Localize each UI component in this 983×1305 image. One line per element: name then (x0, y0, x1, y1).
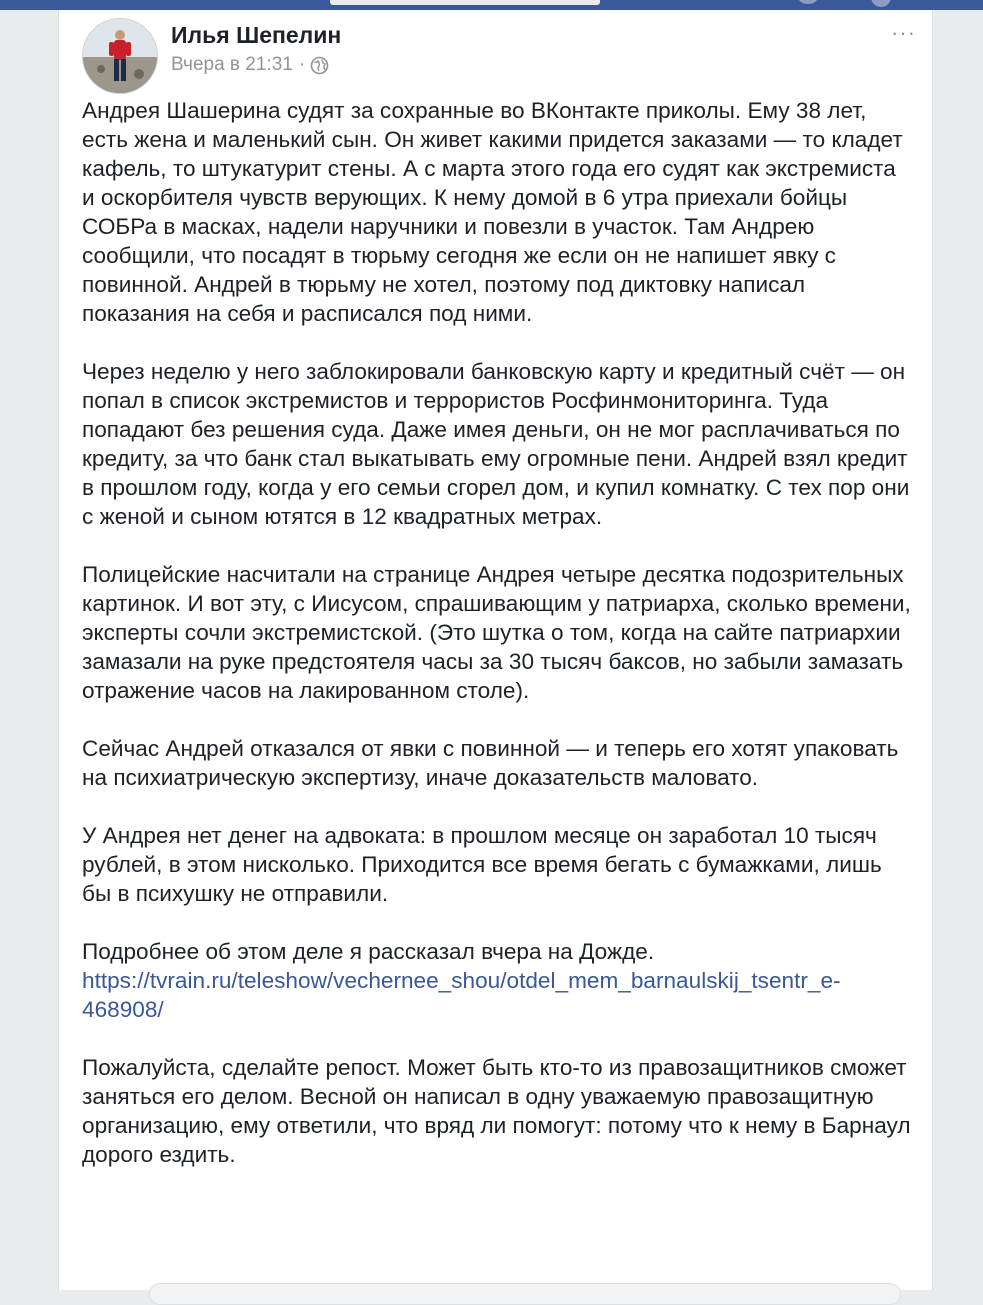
comment-bar[interactable] (149, 1283, 901, 1305)
post-paragraph: Через неделю у него заблокировали банковскую карту и кредитный счёт — он попал в список экстремистов и террористов Росфинмониторинга. Туда попадают без решения суда. Даже имея деньги, он не мог расплачиваться по кредиту, за что банк стал выкатывать ему огромные пени. Андрей взял кредит в прошлом году, когда у его семьи сгорел дом, и купил комнатку. С тех пор они с женой и сыном ютятся в 12 квадратных метрах. (82, 359, 910, 529)
post-body (82, 96, 912, 1198)
post-card (58, 10, 933, 1290)
top-bar-search-area[interactable] (330, 0, 600, 5)
meta-separator: · (298, 54, 306, 75)
post-paragraph: Полицейские насчитали на странице Андрея четыре десятка подозрительных картинок. И вот эту, с Иисусом, спрашивающим у патриарха, сколько времени, эксперты сочли экстремистской. (Это шутка о том, когда на сайте патриархии замазали на руке предстоятеля часы за 30 тысяч баксов, но забыли замазать отражение часов на лакированном столе). (82, 562, 911, 703)
top-navigation-bar (0, 0, 983, 10)
top-bar-icon[interactable] (797, 0, 819, 4)
more-options-button[interactable]: ··· (891, 20, 916, 45)
post-author-name[interactable]: Илья Шепелин (171, 22, 342, 48)
post-paragraph: У Андрея нет денег на адвоката: в прошлом месяце он заработал 10 тысяч рублей, в этом нисколько. Приходится все время бегать с бумажками, лишь бы в психушку не отправили. (82, 823, 882, 906)
post-paragraph: Андрея Шашерина судят за сохранные во ВКонтакте приколы. Ему 38 лет, есть жена и маленький сын. Он живет какими придется заказами — то кладет кафель, то штукатурит стены. А с марта этого года его судят как экстремиста и оскорбителя чувств верующих. К нему домой в 6 утра приехали бойцы СОБРа в масках, надели наручники и повезли в участок. Там Андрею сообщили, что посадят в тюрьму сегодня же если он не напишет явку с повинной. Андрей в тюрьму не хотел, поэтому под диктовку написал показания на себя и расписался под ними. (82, 98, 903, 326)
link-intro-text: Подробнее об этом деле я рассказал вчера на Дожде. (82, 939, 655, 964)
tvrain-link[interactable]: https://tvrain.ru/teleshow/vechernee_shou/otdel_mem_barnaulskij_tsentr_e-468908/ (82, 968, 841, 1022)
post-paragraph: Сейчас Андрей отказался от явки с повинной — и теперь его хотят упаковать на психиатрическую экспертизу, иначе доказательств маловато. (82, 736, 899, 790)
avatar-photo (83, 19, 157, 93)
globe-icon[interactable] (310, 56, 329, 75)
post-timestamp[interactable]: Вчера в 21:31 (171, 54, 293, 75)
post-paragraph-with-link (82, 937, 912, 1024)
post-paragraph: Пожалуйста, сделайте репост. Может быть кто-то из правозащитников сможет заняться его делом. Весной он написал в одну уважаемую правозащитную организацию, ему ответили, что вряд ли помогут: потому что к нему в Барнаул дорого ездить. (82, 1055, 911, 1167)
top-bar-icon[interactable] (871, 0, 891, 7)
post-meta (171, 54, 329, 76)
avatar[interactable] (82, 18, 158, 94)
